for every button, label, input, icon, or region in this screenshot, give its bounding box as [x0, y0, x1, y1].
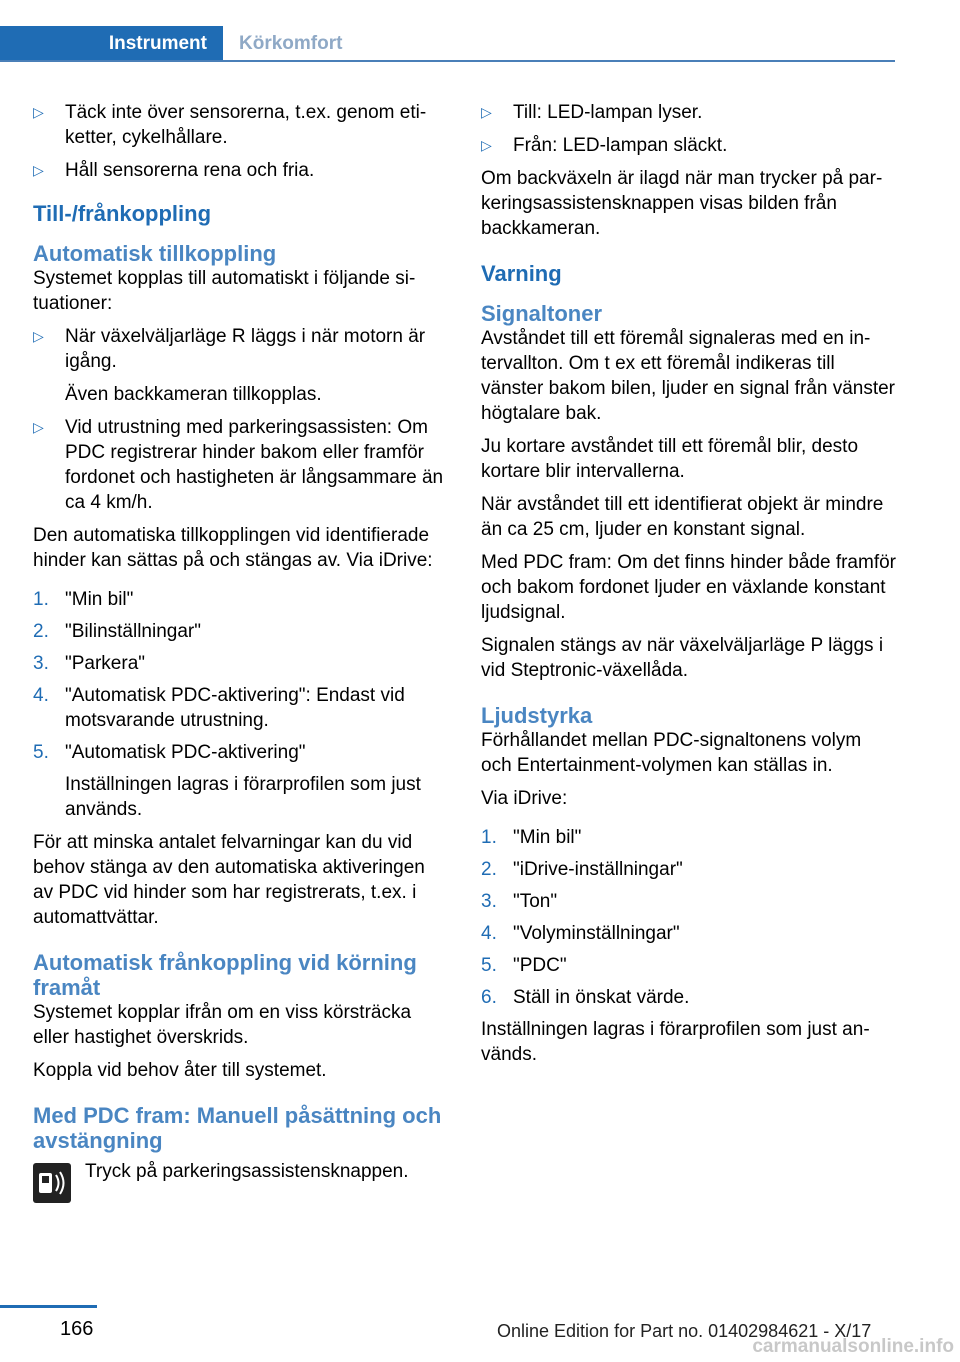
- bullet-text: Vid utrustning med parkeringsassisten: Om PDC registrerar hinder bakom eller framför fordonet och hastigheten är långsammare än ca 4 km/h.: [65, 417, 444, 513]
- paragraph: Förhållandet mellan PDC-signaltonens volym och Entertainment-volymen kan ställas in.: [481, 730, 862, 776]
- heading-automatisk-frankoppling: Automatisk frånkoppling vid körning framåt: [33, 950, 417, 1000]
- step-text: "Min bil": [65, 589, 134, 610]
- step-number: 4.: [481, 923, 497, 944]
- tab-korkomfort[interactable]: Körkomfort: [239, 33, 343, 54]
- heading-manuell-pasattning: Med PDC fram: Manuell påsättning och avstängning: [33, 1103, 442, 1153]
- list-item: [33, 100, 449, 150]
- step-number: 3.: [33, 653, 49, 674]
- bullet-text: Håll sensorerna rena och fria.: [65, 160, 315, 181]
- bullet-text: När växelväljarläge R läggs i när motorn är igång.: [65, 326, 426, 372]
- paragraph: Med PDC fram: Om det finns hinder både framför och bakom fordonet ljuder en växlande konstant ljudsignal.: [481, 552, 896, 623]
- triangle-bullet-icon: ▷: [481, 104, 492, 120]
- left-column: [33, 100, 449, 1199]
- header-rule: [0, 60, 895, 62]
- list-item: [33, 415, 449, 515]
- step-number: 3.: [481, 891, 497, 912]
- step-number: 6.: [481, 987, 497, 1008]
- page-number: 166: [60, 1318, 94, 1340]
- step-text: "Ton": [513, 891, 558, 912]
- bullet-subtext: Även backkameran tillkopplas.: [65, 384, 322, 405]
- step-text: "Min bil": [513, 827, 582, 848]
- step-number: 1.: [481, 827, 497, 848]
- list-item: [33, 158, 449, 183]
- page-number-rule: [0, 1305, 97, 1308]
- numbered-step: [481, 825, 897, 850]
- numbered-step: [481, 921, 897, 946]
- bullet-text: Täck inte över sensorerna, t.ex. genom etiketter, cykelhållare.: [65, 102, 427, 148]
- list-item: [481, 133, 897, 158]
- step-number: 2.: [481, 859, 497, 880]
- numbered-step: [33, 740, 449, 765]
- step-number: 5.: [481, 955, 497, 976]
- paragraph: När avståndet till ett identifierat objekt är mindre än ca 25 cm, ljuder en konstant signal.: [481, 494, 884, 540]
- section-tabs: [0, 26, 895, 62]
- edition-line: Online Edition for Part no. 01402984621 - X/17: [497, 1321, 872, 1341]
- numbered-step: [481, 857, 897, 882]
- paragraph: Om backväxeln är ilagd när man trycker på parkeringsassistensknappen visas bilden från backkameran.: [481, 168, 883, 239]
- bullet-text: Från: LED-lampan släckt.: [513, 135, 728, 156]
- step-number: 1.: [33, 589, 49, 610]
- paragraph: Ju kortare avståndet till ett föremål blir, desto kortare blir intervallerna.: [481, 436, 859, 482]
- list-item: [481, 100, 897, 125]
- heading-varning: Varning: [481, 261, 562, 286]
- triangle-bullet-icon: ▷: [33, 419, 44, 435]
- instruction-text: Tryck på parkeringsassistensknappen.: [85, 1161, 409, 1182]
- heading-ljudstyrka: Ljudstyrka: [481, 703, 593, 728]
- heading-automatisk-tillkoppling: Automatisk tillkoppling: [33, 241, 277, 266]
- numbered-step: [481, 889, 897, 914]
- heading-till-frankoppling: Till-/frånkoppling: [33, 201, 212, 226]
- list-item: [33, 324, 449, 374]
- step-text: "iDrive-inställningar": [513, 859, 683, 880]
- numbered-step: [33, 619, 449, 644]
- step-text: "Automatisk PDC-aktivering": [65, 742, 306, 763]
- step-text: Ställ in önskat värde.: [513, 987, 690, 1008]
- step-subtext: Inställningen lagras i förarprofilen som just används.: [65, 774, 421, 820]
- paragraph: Systemet kopplas till automatiskt i följande situationer:: [33, 268, 416, 314]
- heading-signaltoner: Signaltoner: [481, 301, 603, 326]
- numbered-step: [481, 985, 897, 1010]
- triangle-bullet-icon: ▷: [33, 328, 44, 344]
- paragraph: Avståndet till ett föremål signaleras med en intervallton. Om t ex ett föremål indikeras till vänster bakom bilen, ljuder en signal från vänster högtalare bak.: [481, 328, 896, 424]
- paragraph: Systemet kopplar ifrån om en viss körsträcka eller hastighet överskrids.: [33, 1002, 412, 1048]
- triangle-bullet-icon: ▷: [33, 104, 44, 120]
- triangle-bullet-icon: ▷: [33, 162, 44, 178]
- tab-instrument[interactable]: Instrument: [0, 26, 223, 62]
- paragraph: Via iDrive:: [481, 788, 568, 809]
- park-assist-button-icon: [33, 1163, 71, 1203]
- right-column: [481, 100, 897, 1075]
- bullet-text: Till: LED-lampan lyser.: [513, 102, 703, 123]
- step-number: 4.: [33, 685, 49, 706]
- triangle-bullet-icon: ▷: [481, 137, 492, 153]
- step-text: "PDC": [513, 955, 567, 976]
- instruction-with-icon: [33, 1159, 449, 1199]
- paragraph: Koppla vid behov åter till systemet.: [33, 1060, 327, 1081]
- step-text: "Volyminställningar": [513, 923, 680, 944]
- paragraph: För att minska antalet felvarningar kan du vid behov stänga av den automatiska aktiveringen av PDC vid hinder som har registrerats, t.ex. i automattvättar.: [33, 832, 425, 928]
- step-text: "Bilinställningar": [65, 621, 201, 642]
- step-number: 2.: [33, 621, 49, 642]
- step-number: 5.: [33, 742, 49, 763]
- step-text: "Automatisk PDC-aktivering": Endast vid motsvarande utrustning.: [65, 685, 405, 731]
- paragraph: Den automatiska tillkopplingen vid identifierade hinder kan sättas på och stängas av. Via iDrive:: [33, 525, 433, 571]
- step-text: "Parkera": [65, 653, 146, 674]
- watermark: carmanualsonline.info: [752, 1336, 954, 1357]
- paragraph: Inställningen lagras i förarprofilen som just används.: [481, 1019, 870, 1065]
- numbered-step: [33, 587, 449, 612]
- numbered-step: [481, 953, 897, 978]
- numbered-step: [33, 651, 449, 676]
- paragraph: Signalen stängs av när växelväljarläge P läggs i vid Steptronic-växellåda.: [481, 635, 884, 681]
- numbered-step: [33, 683, 449, 733]
